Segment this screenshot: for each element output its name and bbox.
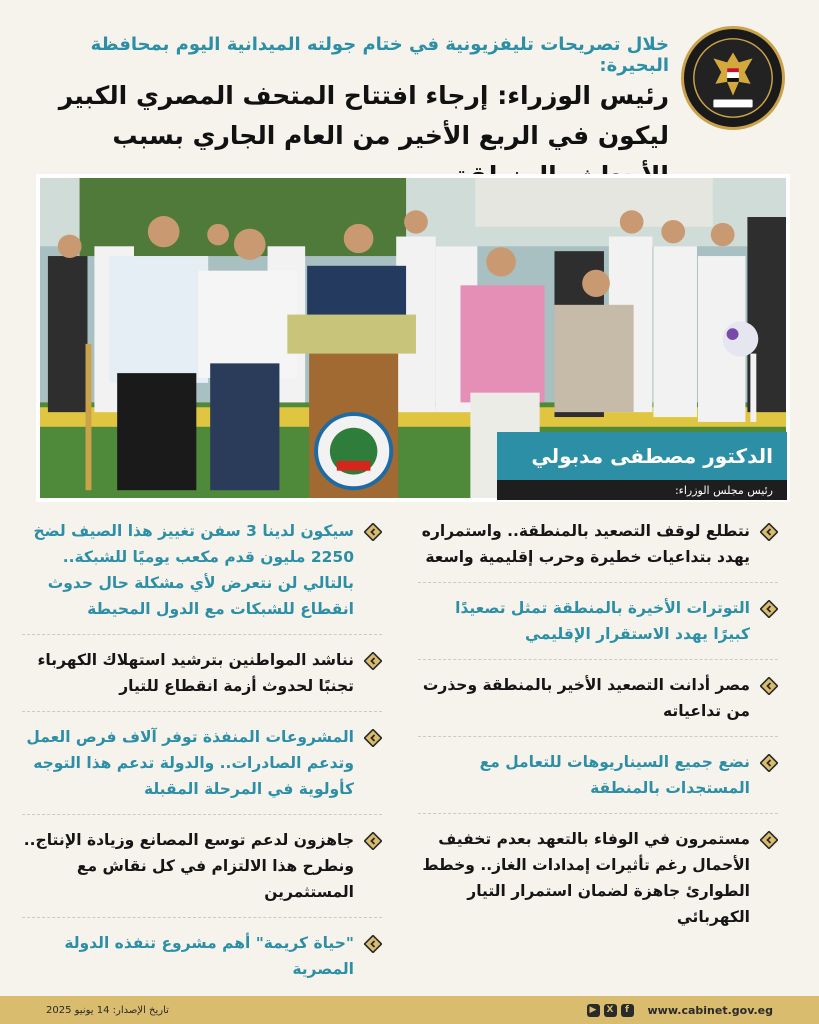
eagle-emblem-icon [684,29,782,127]
statement-text: التوترات الأخيرة بالمنطقة تمثل تصعيدًا كبيرًا يهدد الاستقرار الإقليمي [455,599,750,643]
statement-text: مستمرون في الوفاء بالتعهد بعدم تخفيف الأحمال رغم تأثيرات إمدادات الغاز.. وخطط الطوارئ جاهزة لضمان استمرار التيار الكهربائي [422,830,750,926]
statements-right-column [418,514,778,950]
statement-text: نضع جميع السيناريوهات للتعامل مع المستجدات بالمنطقة [479,753,750,797]
footer-links [587,1004,774,1017]
diamond-bullet-icon [760,600,778,618]
diamond-bullet-icon [364,523,382,541]
facebook-icon[interactable]: f [621,1004,634,1017]
headline-kicker: خلال تصريحات تليفزيونية في ختام جولته الميدانية اليوم بمحافظة البحيرة: [90,34,669,76]
speaker-role-tag: رئيس مجلس الوزراء: [497,480,787,500]
statement-text: نتطلع لوقف التصعيد بالمنطقة.. واستمراره يهدد بتداعيات خطيرة وحرب إقليمية واسعة [421,522,750,566]
footer [0,996,819,1024]
diamond-bullet-icon [364,935,382,953]
diamond-bullet-icon [364,652,382,670]
social-icons [587,1004,634,1017]
statement-item [418,591,778,660]
statement-item [22,720,382,815]
diamond-bullet-icon [760,831,778,849]
statement-item [418,822,778,942]
statement-item [418,745,778,814]
statement-item [22,926,382,994]
statement-item [22,514,382,635]
diamond-bullet-icon [364,832,382,850]
x-icon[interactable]: X [604,1004,617,1017]
statement-item [418,514,778,583]
statement-text: جاهزون لدعم توسع المصانع وزيادة الإنتاج.. ونطرح هذا الالتزام في كل نقاش مع المستثمرين [23,831,354,901]
diamond-bullet-icon [760,523,778,541]
statement-text: "حياة كريمة" أهم مشروع تنفذه الدولة المصرية [64,934,354,978]
diamond-bullet-icon [760,677,778,695]
diamond-bullet-icon [364,729,382,747]
cabinet-logo [681,26,785,130]
statement-item [418,668,778,737]
statement-text: سيكون لدينا 3 سفن تغييز هذا الصيف لضخ 2250 مليون قدم مكعب يوميًا للشبكة.. بالتالي لن نتعرض لأي مشكلة حال حدوث انقطاع للشبكات مع الدول المحيطة [33,522,354,618]
website-link[interactable]: www.cabinet.gov.eg [647,1003,773,1017]
speaker-name-tag: الدكتور مصطفى مدبولي [497,432,787,480]
statement-text: نناشد المواطنين بترشيد استهلاك الكهرباء تجنبًا لحدوث أزمة انقطاع للتيار [37,651,354,695]
page-title: رئيس الوزراء: إرجاء افتتاح المتحف المصري الكبير ليكون في الربع الأخير من العام الجاري بسبب [58,81,669,150]
statement-item [22,823,382,918]
statement-item [22,643,382,712]
diamond-bullet-icon [760,754,778,772]
statements-left-column [22,514,382,1002]
statement-text: المشروعات المنفذة توفر آلاف فرص العمل وتدعم الصادرات.. والدولة تدعم هذا التوجه كأولوية في المرحلة المقبلة [26,728,354,798]
release-date: تاريخ الإصدار: 14 يونيو 2025 [46,1004,169,1016]
header [0,0,819,172]
statement-text: مصر أدانت التصعيد الأخير بالمنطقة وحذرت من تداعياته [422,676,750,720]
youtube-icon[interactable]: ▶ [587,1004,600,1017]
